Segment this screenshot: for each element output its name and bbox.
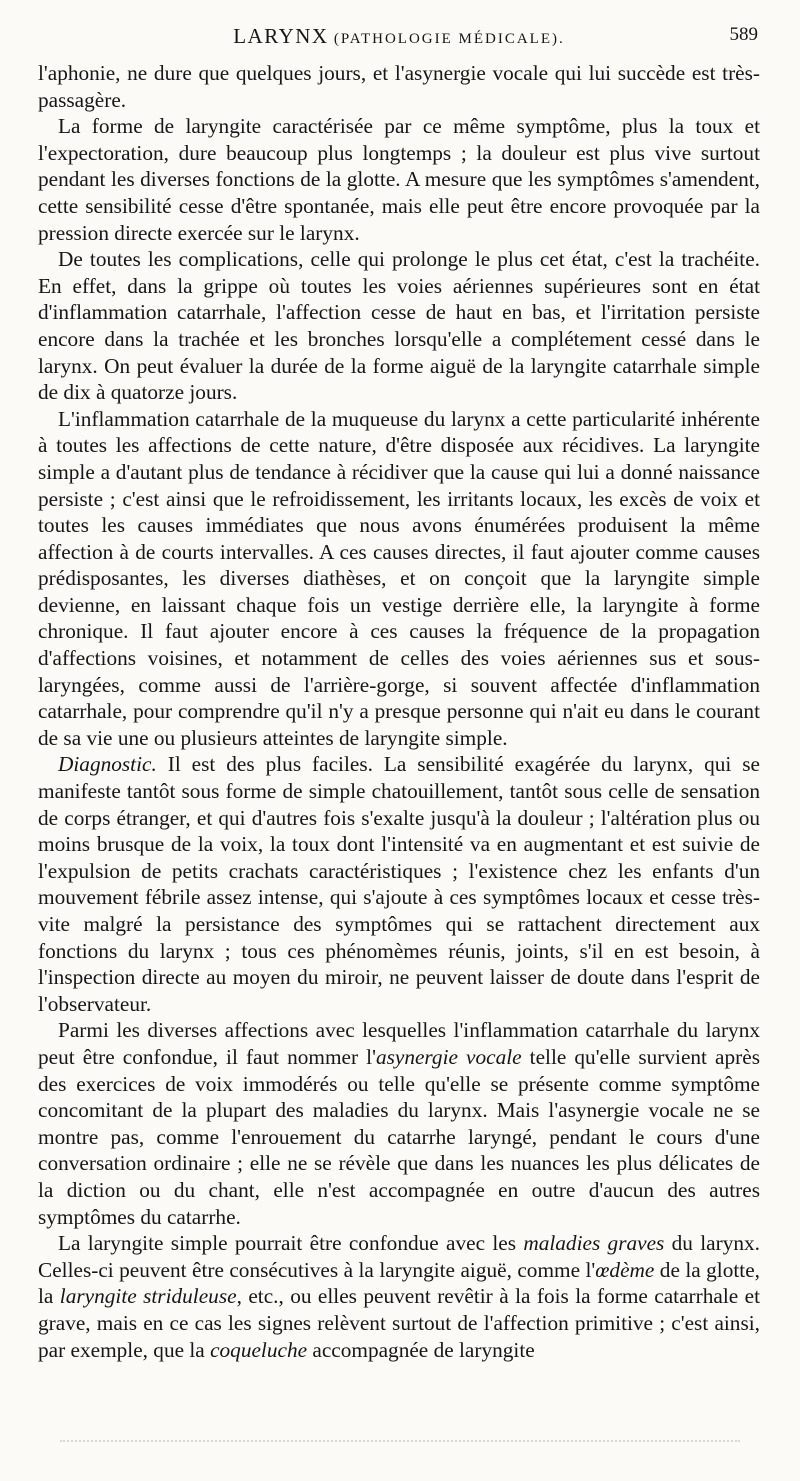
text-run: de la glotte, la (38, 1257, 760, 1309)
text-run: Parmi les diverses affections avec lesquelles l'inflammation catarrhale du larynx peut être confondue, il faut nommer l' (38, 1018, 760, 1069)
paragraph (38, 1230, 760, 1363)
running-title-main: LARYNX (233, 24, 329, 48)
paragraph (38, 1017, 760, 1230)
text-run: De toutes les complications, celle qui prolonge le plus cet état, c'est la trachéite. En effet, dans la grippe où toutes les voies aériennes supérieures sont en état d'inflammation catarrhale, l'affection cesse de haut en bas, et l'irritation persiste encore dans la trachée et les bronches lorsqu'elle a complétement cessé dans le larynx. On peut évaluer la durée de la forme aiguë de la laryngite catarrhale simple de dix à quatorze jours. (38, 247, 760, 405)
paragraph (38, 113, 760, 246)
text-run: l'aphonie, ne dure que quelques jours, et l'asynergie vocale qui lui succède est très-passagère. (38, 61, 760, 112)
running-title (38, 24, 760, 49)
text-run: La forme de laryngite caractérisée par ce même symptôme, plus la toux et l'expectoration, dure beaucoup plus longtemps ; la douleur est plus vive surtout pendant les diverses fonctions de la glotte. A mesure que les symptômes s'amendent, cette sensibilité cesse d'être spontanée, mais elle peut être encore provoquée par la pression directe exercée sur le larynx. (38, 114, 760, 245)
italic-run: maladies graves (523, 1231, 665, 1256)
paragraph (38, 246, 760, 406)
running-title-sub: (PATHOLOGIE MÉDICALE). (333, 31, 565, 47)
text-run: telle qu'elle survient après des exercices de voix immodérés ou telle qu'elle se présente comme symptôme concomitant de la plupart des maladies du larynx. Mais l'asynergie vocale ne se montre pas, comme l'enrouement du catarrhe laryngé, pendant le cours d'une conversation ordinaire ; elle ne se révèle que dans les nuances les plus délicates de la diction ou du chant, elle n'est accompagnée en outre d'aucun des autres symptômes du catarrhe. (38, 1044, 760, 1229)
paragraph (38, 406, 760, 752)
paragraph (38, 60, 760, 113)
italic-run: œdème (595, 1257, 655, 1282)
running-header (38, 24, 760, 60)
body-text (38, 60, 760, 1363)
text-run: Il est des plus faciles. La sensibilité exagérée du larynx, qui se manifeste tantôt sous forme de simple chatouillement, tantôt sous celle de sensation de corps étranger, et qui d'autres fois s'exalte jusqu'à la douleur ; l'altération plus ou moins brusque de la voix, la toux dont l'intensité va en augmentant et est suivie de l'expulsion de petits crachats caractéristiques ; l'existence chez les enfants d'un mouvement fébrile assez intense, qui s'ajoute à ces symptômes locaux et cesse très-vite malgré la persistance des symptômes qui se rattachent directement aux fonctions du larynx ; tous ces phénomèmes réunis, joints, s'il en est besoin, à l'inspection directe au moyen du miroir, ne peuvent laisser de doute dans l'esprit de l'observateur. (38, 752, 760, 1016)
italic-run: laryngite striduleuse (59, 1284, 237, 1309)
italic-run: Diagnostic. (58, 752, 157, 777)
text-run: La laryngite simple pourrait être confondue avec les (58, 1231, 524, 1256)
text-run: du larynx. Celles-ci peuvent être consécutives à la laryngite aiguë, comme l' (38, 1231, 760, 1282)
italic-run: coqueluche (210, 1337, 308, 1362)
page-number: 589 (729, 24, 758, 45)
text-run: , etc., ou elles peuvent revêtir à la fois la forme catarrhale et grave, mais en ce cas les signes relèvent surtout de l'affection primitive ; c'est ainsi, par exemple, que la (38, 1284, 760, 1362)
italic-run: asynergie vocale (375, 1044, 522, 1069)
text-run: L'inflammation catarrhale de la muqueuse du larynx a cette particularité inhérente à toutes les affections de cette nature, d'être disposée aux récidives. La laryngite simple a d'autant plus de tendance à récidiver que la cause qui lui a donné naissance persiste ; c'est ainsi que le refroidissement, les irritants locaux, les excès de voix et toutes les causes immédiates que nous avons énumérées produisent la même affection à de courts intervalles. A ces causes directes, il faut ajouter comme causes prédisposantes, les diverses diathèses, et on conçoit que la laryngite simple devienne, en laissant chaque fois un vestige derrière elle, la laryngite à forme chronique. Il faut ajouter encore à ces causes la fréquence de la propagation d'affections voisines, et notamment de celles des voies aériennes sus et sous-laryngées, comme aussi de l'arrière-gorge, si souvent affectée d'inflammation catarrhale, pour comprendre qu'il n'y a presque personne qui n'ait eu dans le courant de sa vie une ou plusieurs atteintes de laryngite simple. (38, 406, 760, 750)
paragraph (38, 751, 760, 1017)
page-bottom-marks (60, 1440, 740, 1446)
text-run: accompagnée de laryngite (307, 1337, 535, 1362)
